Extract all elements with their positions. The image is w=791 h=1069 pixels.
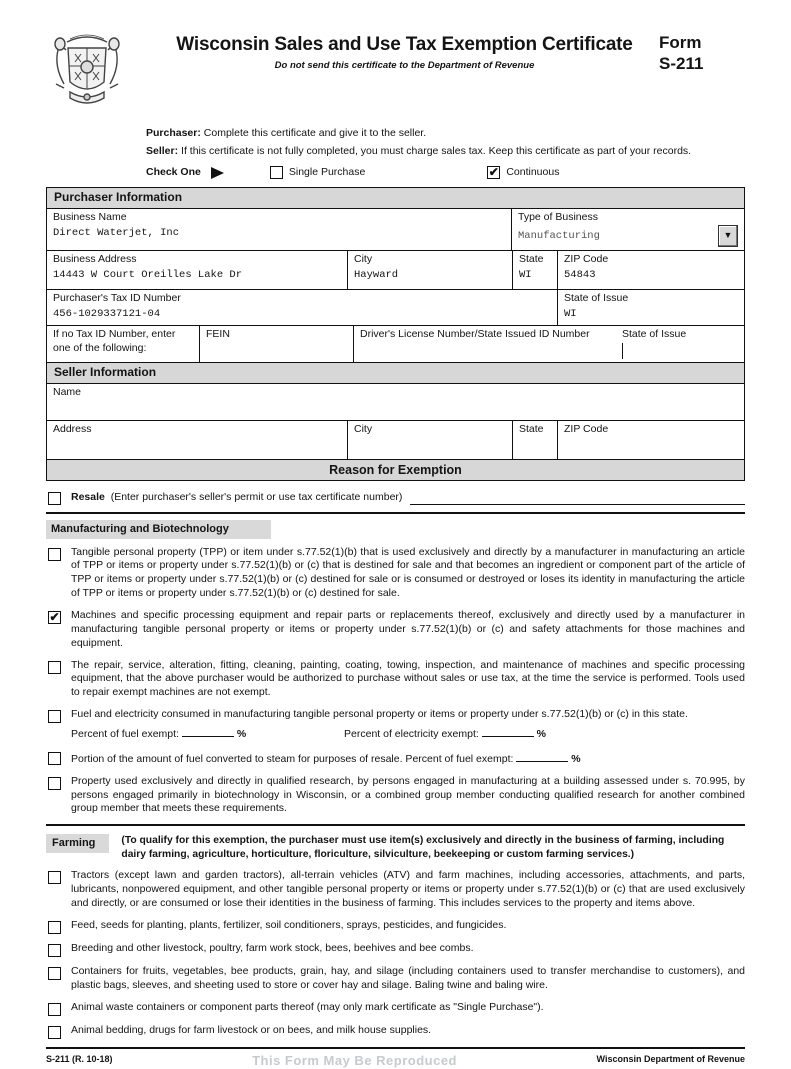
percent-sign-1: % [236,728,247,740]
seller-address-cell[interactable] [47,421,347,459]
farming-item-animal-bedding [48,1024,745,1039]
purchaser-state-value[interactable]: WI [519,268,532,281]
purchaser-city-label: City [354,253,373,266]
footer-agency: Wisconsin Department of Revenue [596,1054,745,1065]
tractors-text: Tractors (except lawn and garden tractors), all-terrain vehicles (ATV) and farm machines, including accessories, attachments, and parts, lubricants, nonpowered equipment, and other tangible personal property or items or property under s.77.52(1)(b) or (c) that are used exclusively and directly, or are consumed or lose their identities in the business of farming. This includes services to the property and items above. [71,869,745,910]
fuel-electricity-text [71,708,745,742]
research-text: Property used exclusively and directly in qualified research, by persons engaged in manufacturing at a building assessed under s. 70.995, by persons engaged primarily in biotechnology in Wisconsin, or a combined group member conducting qualified research for another combined group member that meets these requirements. [71,774,745,815]
form-number [659,26,745,75]
type-of-business-cell [511,209,744,250]
farming-note: (To qualify for this exemption, the purchaser must use item(s) exclusively and directly in the business of farming, including dairy farming, agriculture, horticulture, floriculture, silviculture, beekeeping or custom farming services.) [121,835,725,860]
seller-address-label: Address [53,422,92,435]
footer-watermark: This Form May Be Reproduced [252,1052,457,1068]
drivers-license-cell[interactable] [353,326,744,362]
business-address-label: Business Address [53,253,137,266]
purchaser-information-header: Purchaser Information [47,188,744,209]
seller-state-label: State [519,422,544,435]
single-purchase-checkbox[interactable] [270,166,283,179]
animal-bedding-checkbox[interactable] [48,1026,61,1039]
percent-fuel-label: Percent of fuel exempt: [71,728,179,740]
percent-sign-2: % [536,728,547,740]
research-checkbox[interactable] [48,777,61,790]
tpp-checkbox[interactable] [48,548,61,561]
purchaser-city-value[interactable]: Hayward [354,268,399,281]
purchaser-city-cell[interactable] [347,251,512,289]
tpp-text: Tangible personal property (TPP) or item under s.77.52(1)(b) that is used exclusively and directly by a manufacturer in manufacturing an article of TPP or items or property under s.77.52(1)(b) or (c) that is destined for sale and that becomes an ingredient or component part of the article of TPP or items or property under s.77.52(1)(b) or (c) destined for sale or is consumed or destroyed or loses its identity in manufacturing the article of TPP or items or property under s.77.52(1)(b) or (c) destined for sale. [71,545,745,600]
feed-checkbox[interactable] [48,921,61,934]
resale-note: (Enter purchaser's seller's permit or use tax certificate number) [110,491,403,504]
manufacturing-section-header: Manufacturing and Biotechnology [46,520,271,539]
repair-text: The repair, service, alteration, fitting, cleaning, painting, coating, towing, inspection, and maintenance of machines and specific processing equipment, that the above purchaser would be authorized to purchase without sales or use tax, at the time the service is performed. Tools used to repair exempt machines are not exempt. [71,658,745,699]
header [46,26,745,119]
reason-for-exemption-header: Reason for Exemption [47,460,744,482]
instructions [146,127,745,159]
seller-name-label: Name [53,385,82,398]
form-number-value: S-211 [659,54,704,74]
purchaser-zip-value[interactable]: 54843 [564,268,596,281]
farming-item-tractors [48,869,745,911]
animal-waste-text: Animal waste containers or component parts thereof (may only mark certificate as "Single Purchase"). [71,1000,544,1013]
steam-checkbox[interactable] [48,752,61,765]
resale-checkbox[interactable] [48,492,61,505]
percent-fuel-field[interactable] [182,725,234,737]
feed-text: Feed, seeds for planting, plants, fertilizer, soil conditioners, sprays, pesticides, and fungicides. [71,919,507,932]
purchaser-state-label: State [519,253,544,266]
form-label: Form [659,33,702,52]
check-one-row [146,166,745,180]
type-of-business-value[interactable]: Manufacturing [518,230,600,243]
single-purchase-option [270,166,365,180]
continuous-label: Continuous [506,165,560,178]
purchaser-instruction-label: Purchaser: [146,126,201,139]
resale-permit-field[interactable] [410,492,745,505]
purchaser-zip-cell[interactable] [557,251,744,289]
no-tax-id-cell [47,326,199,362]
fuel-electricity-main-text: Fuel and electricity consumed in manufacturing tangible personal property or items or property under s.77.52(1)(b) or (c) in this state. [71,708,688,721]
dl-state-of-issue-label: State of Issue [622,327,687,340]
footer [46,1052,745,1069]
purchaser-row-name [47,209,744,251]
seller-zip-label: ZIP Code [564,422,609,435]
machines-checkbox[interactable]: ✔ [49,609,60,624]
resale-item [48,491,745,505]
exemption-item-fuel-electricity [48,708,745,742]
state-of-issue-value[interactable]: WI [564,307,577,320]
purchaser-state-cell[interactable] [512,251,557,289]
farming-item-animal-waste [48,1001,745,1016]
exemption-item-research [48,775,745,817]
exemption-item-repair [48,659,745,701]
footer-form-revision: S-211 (R. 10-18) [46,1054,113,1065]
dl-state-divider [622,343,623,359]
seller-instruction-text: If this certificate is not fully completed, you must charge sales tax. Keep this certificate as part of your records. [181,144,692,157]
purchaser-row-notaxid [47,326,744,363]
breeding-text: Breeding and other livestock, poultry, farm work stock, bees, beehives and bee combs. [71,942,474,955]
continuous-option [487,166,559,180]
seller-instruction-label: Seller: [146,144,179,157]
farming-item-feed [48,919,745,934]
animal-bedding-text: Animal bedding, drugs for farm livestock or on bees, and milk house supplies. [71,1023,432,1036]
type-of-business-dropdown[interactable] [518,225,738,247]
drivers-license-inner [360,328,738,342]
purchaser-zip-label: ZIP Code [564,253,609,266]
percent-electricity-label: Percent of electricity exempt: [344,728,479,740]
single-purchase-label: Single Purchase [288,165,366,178]
tax-id-label: Purchaser's Tax ID Number [53,292,181,305]
footer-divider [46,1047,745,1049]
seller-state-cell[interactable] [512,421,557,459]
farming-item-breeding [48,942,745,957]
purchaser-row-taxid [47,290,744,326]
purchaser-instruction-text: Complete this certificate and give it to the seller. [203,126,427,139]
section-divider-2 [46,824,745,826]
business-name-label: Business Name [53,211,127,224]
check-one-label: Check One [146,165,201,178]
steam-text [71,750,745,767]
seller-zip-cell[interactable] [557,421,744,459]
percent-row [71,725,745,742]
repair-checkbox[interactable] [48,661,61,674]
percent-electricity-field[interactable] [482,725,534,737]
business-name-value[interactable]: Direct Waterjet, Inc [53,227,180,240]
seller-information-header: Seller Information [47,363,744,384]
title-block [150,26,659,73]
drivers-license-value[interactable] [360,342,622,359]
exemption-item-tpp [48,546,745,601]
continuous-checkbox[interactable]: ✔ [488,165,499,179]
seller-instruction [146,145,745,159]
tax-id-value[interactable]: 456-1029337121-04 [53,307,161,320]
page-title: Wisconsin Sales and Use Tax Exemption Certificate [176,34,633,55]
tractors-checkbox[interactable] [48,871,61,884]
containers-checkbox[interactable] [48,967,61,980]
fein-cell[interactable] [199,326,353,362]
exemption-item-machines [48,609,745,651]
steam-main-text: Portion of the amount of fuel converted to steam for purposes of resale. Percent of fuel exempt: [71,752,514,765]
resale-text [71,491,745,505]
arrow-right-icon [211,167,224,179]
page-subtitle: Do not send this certificate to the Department of Revenue [274,60,535,72]
animal-waste-checkbox[interactable] [48,1003,61,1016]
chevron-down-icon[interactable]: ▼ [718,225,738,247]
steam-percent-field[interactable] [516,750,568,762]
farming-section-header-row [46,834,745,861]
machines-text: Machines and specific processing equipment and repair parts or replacements thereof, exclusively and directly used by a manufacturer in manufacturing tangible personal property or items or property under s.77.52(1)(b) or (c) and safety attachments for those machines and equipment. [71,608,745,649]
exemption-item-steam [48,750,745,767]
business-address-value[interactable]: 14443 W Court Oreilles Lake Dr [53,268,243,281]
farming-section-header: Farming [46,834,109,853]
business-name-cell[interactable] [47,209,511,250]
resale-label: Resale [71,491,105,504]
purchaser-information-table [46,187,745,481]
breeding-checkbox[interactable] [48,944,61,957]
seller-name-cell[interactable] [47,384,744,420]
type-of-business-label: Type of Business [518,211,598,224]
purchaser-row-address [47,251,744,290]
coat-of-arms-graphic [46,30,128,114]
no-tax-id-label: If no Tax ID Number, enter one of the following: [53,327,176,354]
wisconsin-coat-of-arms-logo [46,26,150,119]
farming-item-containers [48,965,745,993]
seller-city-label: City [354,422,373,435]
seller-city-cell[interactable] [347,421,512,459]
seller-row-name [47,384,744,421]
state-of-issue-label: State of Issue [564,292,629,305]
state-of-issue-cell[interactable] [557,290,744,325]
fein-label: FEIN [206,327,230,340]
drivers-license-label: Driver's License Number/State Issued ID Number [360,327,590,340]
seller-row-address [47,421,744,460]
percent-sign-3: % [571,752,581,765]
business-address-cell[interactable] [47,251,347,289]
fuel-electricity-checkbox[interactable] [48,710,61,723]
tax-id-cell[interactable] [47,290,557,325]
purchaser-instruction [146,127,745,141]
containers-text: Containers for fruits, vegetables, bee products, grain, hay, and silage (including containers used to transfer merchandise to customers), and plastic bags, sleeves, and sheeting used to store or cover hay and silage. Baling twine and baling wire. [71,965,745,991]
